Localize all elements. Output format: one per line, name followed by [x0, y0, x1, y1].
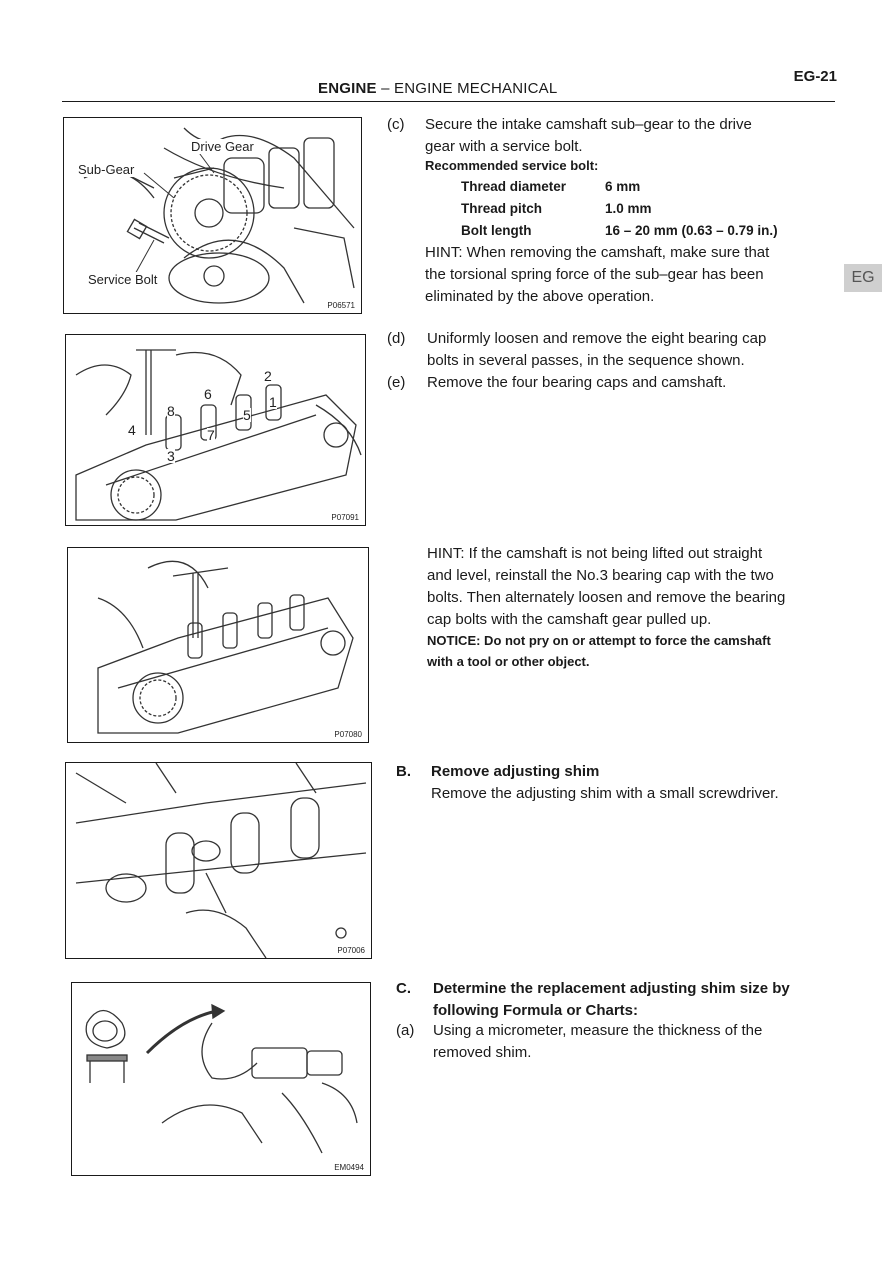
spec-name-thread-pitch: Thread pitch — [461, 201, 543, 216]
step-c-hint-line-3: eliminated by the above operation. — [425, 288, 655, 305]
spec-heading: Recommended service bolt: — [425, 158, 599, 173]
figure-bearing-cap-sequence — [65, 334, 366, 526]
bolt-number-8: 8 — [167, 403, 175, 419]
bolt-number-3: 3 — [167, 448, 175, 464]
figure-code: P06571 — [327, 301, 355, 310]
figure-adjusting-shim-removal — [65, 762, 372, 959]
page-title: ENGINE – ENGINE MECHANICAL — [318, 80, 558, 97]
step-label-c: (c) — [387, 116, 405, 133]
step-d-line-2: bolts in several passes, in the sequence shown. — [427, 352, 745, 369]
bolt-number-4: 4 — [128, 422, 136, 438]
label-drive-gear: Drive Gear — [191, 139, 254, 154]
spec-name-bolt-length: Bolt length — [461, 223, 532, 238]
hint-line-3: bolts. Then alternately loosen and remove the bearing — [427, 589, 786, 606]
notice-line-1: NOTICE: Do not pry on or attempt to force the camshaft — [427, 633, 771, 648]
section-tab: EG — [844, 264, 882, 292]
micrometer-illustration — [72, 983, 370, 1175]
hint-line-4: cap bolts with the camshaft gear pulled up. — [427, 611, 712, 628]
section-c-title-line-1: Determine the replacement adjusting shim size by — [433, 980, 790, 997]
substep-a-line-2: removed shim. — [433, 1044, 532, 1061]
step-c-line-1: Secure the intake camshaft sub–gear to the drive — [425, 116, 752, 133]
spec-value-thread-diameter: 6 mm — [605, 179, 641, 194]
spec-name-thread-diameter: Thread diameter — [461, 179, 567, 194]
bearing-cap-bolts-illustration — [66, 335, 365, 525]
figure-code: EM0494 — [334, 1163, 364, 1172]
bolt-number-1: 1 — [269, 394, 277, 410]
hint-line-2: and level, reinstall the No.3 bearing cap with the two — [427, 567, 774, 584]
step-c-hint-line-2: the torsional spring force of the sub–gear has been — [425, 266, 764, 283]
bolt-number-5: 5 — [243, 407, 251, 423]
section-label-b: B. — [396, 763, 411, 780]
substep-label-a: (a) — [396, 1022, 415, 1039]
step-d-line-1: Uniformly loosen and remove the eight bearing cap — [427, 330, 767, 347]
figure-code: P07091 — [331, 513, 359, 522]
label-sub-gear: Sub-Gear — [78, 162, 135, 177]
section-b-title: Remove adjusting shim — [431, 763, 600, 780]
page-number: EG-21 — [793, 68, 837, 85]
label-service-bolt: Service Bolt — [88, 272, 158, 287]
section-b-body: Remove the adjusting shim with a small screwdriver. — [431, 785, 779, 802]
header-rule — [62, 101, 835, 102]
step-label-e: (e) — [387, 374, 406, 391]
figure-micrometer — [71, 982, 371, 1176]
step-label-d: (d) — [387, 330, 406, 347]
section-label-c: C. — [396, 980, 411, 997]
spec-value-bolt-length: 16 – 20 mm (0.63 – 0.79 in.) — [605, 223, 778, 238]
step-e-line-1: Remove the four bearing caps and camshaft. — [427, 374, 727, 391]
step-c-hint-line-1: HINT: When removing the camshaft, make sure that — [425, 244, 770, 261]
bolt-number-2: 2 — [264, 368, 272, 384]
camshaft-removal-illustration — [68, 548, 368, 742]
bolt-number-6: 6 — [204, 386, 212, 402]
figure-sub-gear — [63, 117, 362, 314]
hint-line-1: HINT: If the camshaft is not being lifted out straight — [427, 545, 763, 562]
figure-code: P07006 — [337, 946, 365, 955]
shim-removal-illustration — [66, 763, 371, 958]
section-c-title-line-2: following Formula or Charts: — [433, 1002, 638, 1019]
figure-code: P07080 — [334, 730, 362, 739]
figure-camshaft-removal — [67, 547, 369, 743]
spec-value-thread-pitch: 1.0 mm — [605, 201, 652, 216]
substep-a-line-1: Using a micrometer, measure the thickness of the — [433, 1022, 763, 1039]
notice-line-2: with a tool or other object. — [427, 654, 590, 669]
bolt-number-7: 7 — [207, 427, 215, 443]
step-c-line-2: gear with a service bolt. — [425, 138, 583, 155]
